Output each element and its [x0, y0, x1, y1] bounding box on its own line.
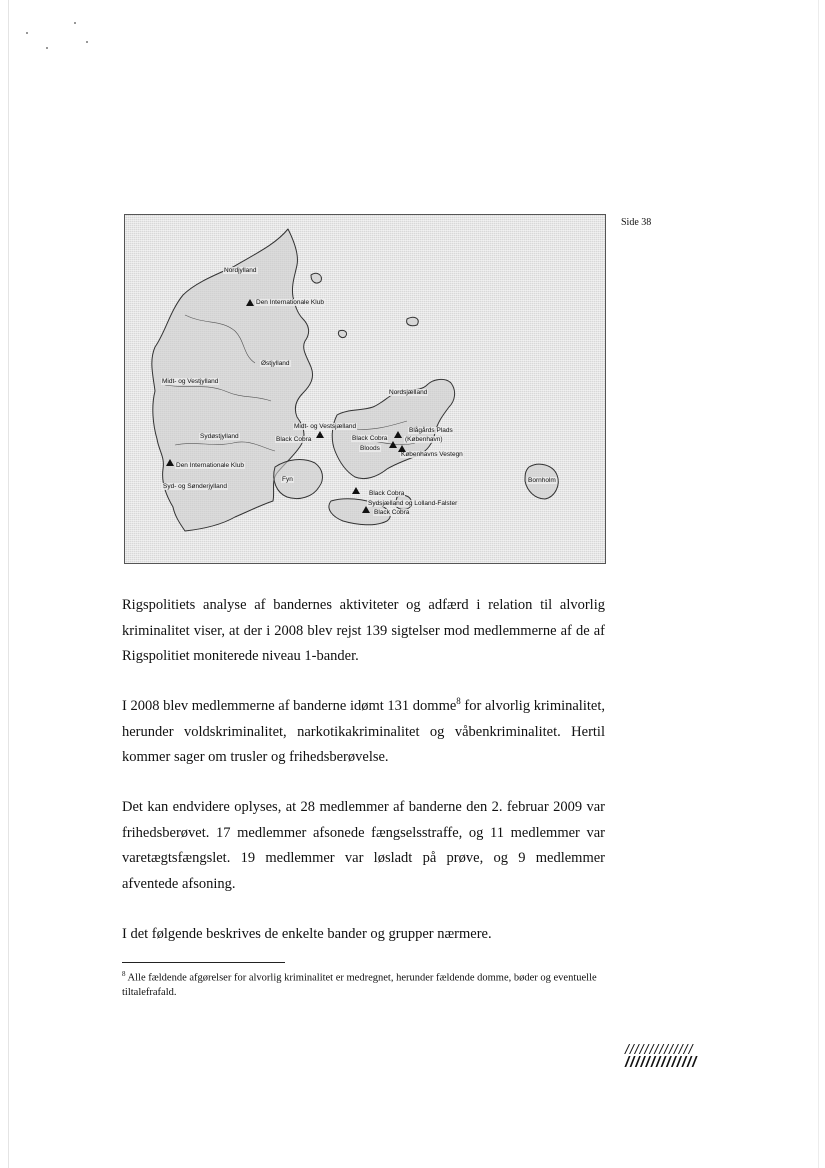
scan-speck — [46, 47, 48, 49]
page-stamp — [625, 1042, 697, 1070]
denmark-gang-map — [124, 214, 606, 564]
body-paragraph: I det følgende beskrives de enkelte bander og grupper nærmere. — [122, 926, 492, 942]
gang-location-marker — [246, 299, 254, 306]
gang-location-marker — [389, 441, 397, 448]
page-left-edge — [8, 0, 9, 1168]
page-right-edge — [818, 0, 819, 1168]
map-group-label: Bloods — [360, 445, 380, 452]
paragraph-text: I 2008 blev medlemmerne af banderne idømt 131 domme — [122, 698, 457, 714]
map-region-label: Syd- og Sønderjylland — [163, 483, 227, 490]
stamp-row: ////////////// — [625, 1041, 694, 1057]
map-region-label: Bornholm — [528, 477, 556, 484]
footnote-number: 8 — [122, 970, 126, 978]
map-group-label: Black Cobra — [352, 435, 388, 442]
footnote — [122, 967, 612, 1000]
page-number: Side 38 — [621, 217, 652, 228]
map-region-label: Nordjylland — [224, 267, 257, 274]
map-group-label: Den Internationale Klub — [176, 462, 244, 469]
body-paragraph — [122, 694, 605, 771]
map-group-label: (København) — [405, 436, 443, 443]
map-region-label: Sydsjælland og Lolland-Falster — [368, 500, 458, 507]
map-region-label: Fyn — [282, 476, 293, 483]
map-region-label: Sydøstjylland — [200, 433, 239, 440]
map-region-label: Midt- og Vestjylland — [162, 378, 219, 385]
map-group-label: Blågårds Plads — [409, 427, 453, 434]
map-group-label: Black Cobra — [369, 490, 405, 497]
map-region-label: Nordsjælland — [389, 389, 428, 396]
footnote-separator — [122, 962, 285, 963]
gang-location-marker — [352, 487, 360, 494]
scan-speck — [26, 32, 28, 34]
scan-speck — [86, 41, 88, 43]
map-group-label: Black Cobra — [374, 509, 410, 516]
gang-location-marker — [398, 445, 406, 452]
body-paragraph: Det kan endvidere oplyses, at 28 medlemmer af banderne den 2. februar 2009 var frihedsberøvet. 17 medlemmer afsonede fængselsstraffe, og 11 medlemmer var varetægtsfængslet. 19 medlemmer var løsladt på prøve, og 9 medlemmer afventede afsoning. — [122, 799, 605, 892]
map-group-label: Black Cobra — [276, 436, 312, 443]
gang-location-marker — [394, 431, 402, 438]
gang-location-marker — [362, 506, 370, 513]
gang-location-marker — [166, 459, 174, 466]
paragraph-text: for alvorlig kriminalitet, herunder voldskriminalitet, narkotikakriminalitet og våbenkriminalitet. Hertil kommer sager om trusler og frihedsberøvelse. — [122, 698, 605, 765]
gang-location-marker — [316, 431, 324, 438]
body-paragraph: Rigspolitiets analyse af bandernes aktiviteter og adfærd i relation til alvorlig kriminalitet viser, at der i 2008 blev rejst 139 sigtelser mod medlemmerne af de af Rigspolitiet moniterede niveau 1-bander. — [122, 597, 605, 664]
scan-speck — [74, 22, 76, 24]
map-group-label: Den Internationale Klub — [256, 299, 324, 306]
map-region-label: Københavns Vestegn — [401, 451, 463, 458]
map-region-label: Midt- og Vestsjælland — [294, 423, 357, 430]
footnote-text: Alle fældende afgørelser for alvorlig kriminalitet er medregnet, herunder fældende domme, bøder og eventuelle tiltalefrafald. — [122, 972, 597, 998]
stamp-row: ////////////// — [625, 1054, 698, 1071]
footnote-reference: 8 — [456, 696, 461, 707]
map-region-label: Østjylland — [261, 360, 290, 367]
